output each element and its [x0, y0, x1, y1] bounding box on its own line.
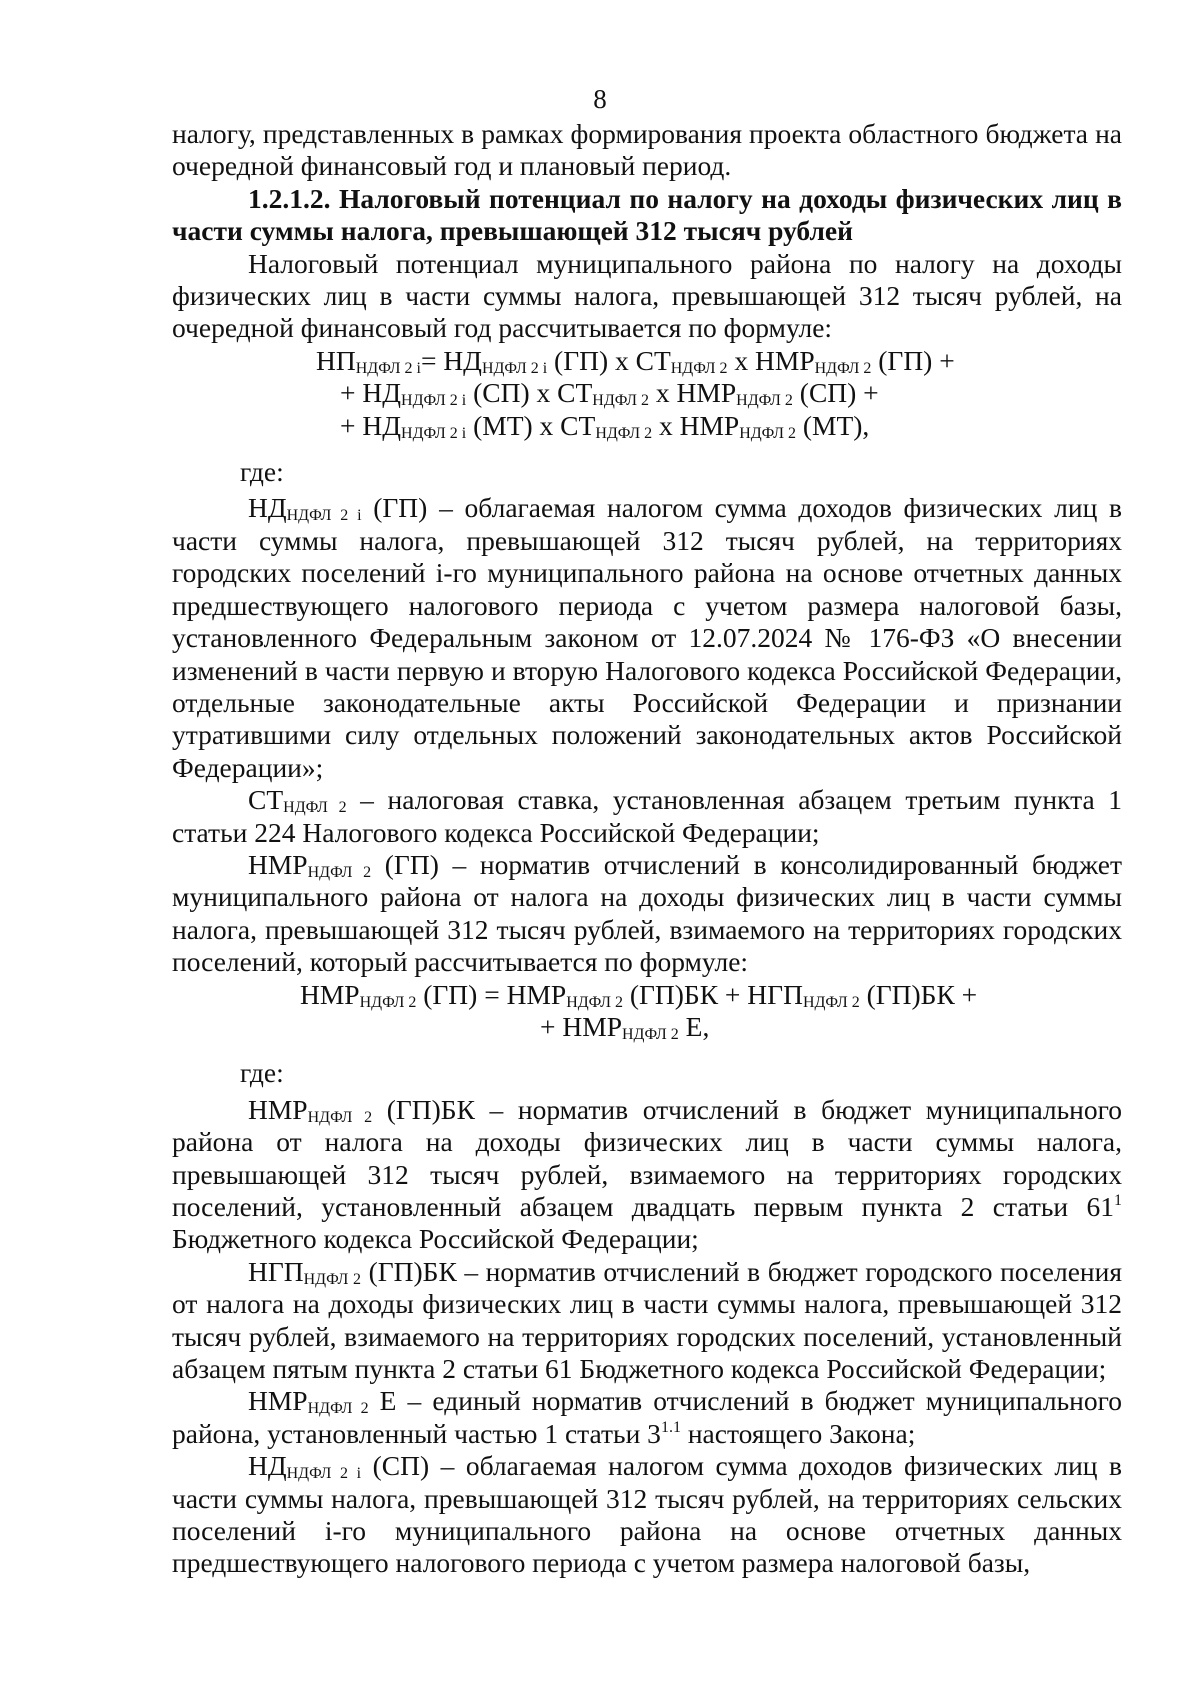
- formula-line-1: НПНДФЛ 2 i= НДНДФЛ 2 i (ГП) х СТНДФЛ 2 х НМРНДФЛ 2 (ГП) +: [316, 344, 955, 377]
- formula-line-2: + НДНДФЛ 2 i (СП) х СТНДФЛ 2 х НМРНДФЛ 2 (СП) +: [340, 377, 879, 410]
- formula-line-3: + НДНДФЛ 2 i (МТ) х СТНДФЛ 2 х НМРНДФЛ 2 (МТ),: [340, 409, 870, 442]
- paragraph-tax-potential: Налоговый потенциал муниципального района по налогу на доходы физических лиц в части суммы налога, превышающей 312 тысяч рублей, на очередной финансовый год рассчитывается по формуле:: [172, 247, 1122, 344]
- page-number: 8: [593, 84, 607, 114]
- document-body: [172, 118, 1122, 1580]
- formula-nmr-gp: [300, 979, 1122, 1044]
- definition-nd-sp: НДНДФЛ 2 i (СП) – облагаемая налогом сумма доходов физических лиц в части суммы налога, превышающей 312 тысяч рублей, на территориях сельских поселений i-го муниципального района на основе отчетных данных предшествующего налогового периода с учетом размера налоговой базы,: [172, 1450, 1123, 1579]
- formula-2-line-1: НМРНДФЛ 2 (ГП) = НМРНДФЛ 2 (ГП)БК + НГПНДФЛ 2 (ГП)БК +: [300, 978, 978, 1011]
- formula-2-line-2: + НМРНДФЛ 2 Е,: [540, 1010, 710, 1043]
- formula-tax-potential: [316, 345, 1122, 442]
- definition-st: СТНДФЛ 2 – налоговая ставка, установленная абзацем третьим пункта 1 статьи 224 Налогового кодекса Российской Федерации;: [172, 784, 1122, 848]
- section-heading: 1.2.1.2. Налоговый потенциал по налогу на доходы физических лиц в части суммы налога, превышающей 312 тысяч рублей: [172, 182, 1122, 247]
- intro-paragraph: налогу, представленных в рамках формирования проекта областного бюджета на очередной финансовый год и плановый период.: [172, 118, 1122, 182]
- definition-nmr-gp-bk: НМРНДФЛ 2 (ГП)БК – норматив отчислений в бюджет муниципального района от налога на доходы физических лиц в части суммы налога, превышающей 312 тысяч рублей, взимаемого на территориях городских поселений, установленный абзацем двадцать первым пункта 2 статьи $61^1$ Бюджетного кодекса Российской Федерации;: [172, 1093, 1122, 1255]
- where-label-1: где:: [240, 456, 284, 488]
- definition-ngp-gp-bk: НГПНДФЛ 2 (ГП)БК – норматив отчислений в бюджет городского поселения от налога на доходы физических лиц в части суммы налога, превышающей 312 тысяч рублей, взимаемого на территориях городских поселений, установленный абзацем пятым пункта 2 статьи 61 Бюджетного кодекса Российской Федерации;: [172, 1255, 1122, 1385]
- definition-nmr-gp: НМРНДФЛ 2 (ГП) – норматив отчислений в консолидированный бюджет муниципального района от налога на доходы физических лиц в части суммы налога, превышающей 312 тысяч рублей, взимаемого на территориях городских поселений, который рассчитывается по формуле:: [172, 848, 1123, 978]
- definition-nd-gp: НДНДФЛ 2 i (ГП) – облагаемая налогом сумма доходов физических лиц в части суммы налога, превышающей 312 тысяч рублей, на территориях городских поселений i-го муниципального района на основе отчетных данных предшествующего налогового периода с учетом размера налоговой базы, установленного Федеральным законом от 12.07.2024 № 176-ФЗ «О внесении изменений в части первую и вторую Налогового кодекса Российской Федерации, отдельные законодательные акты Российской Федерации и признании утратившими силу отдельных положений законодательных актов Российской Федерации»;: [172, 492, 1123, 783]
- definition-nmr-e: НМРНДФЛ 2 Е – единый норматив отчислений в бюджет муниципального района, установленный частью 1 статьи $3^{1.1}$ настоящего Закона;: [172, 1385, 1122, 1449]
- where-label-2: где:: [240, 1057, 284, 1089]
